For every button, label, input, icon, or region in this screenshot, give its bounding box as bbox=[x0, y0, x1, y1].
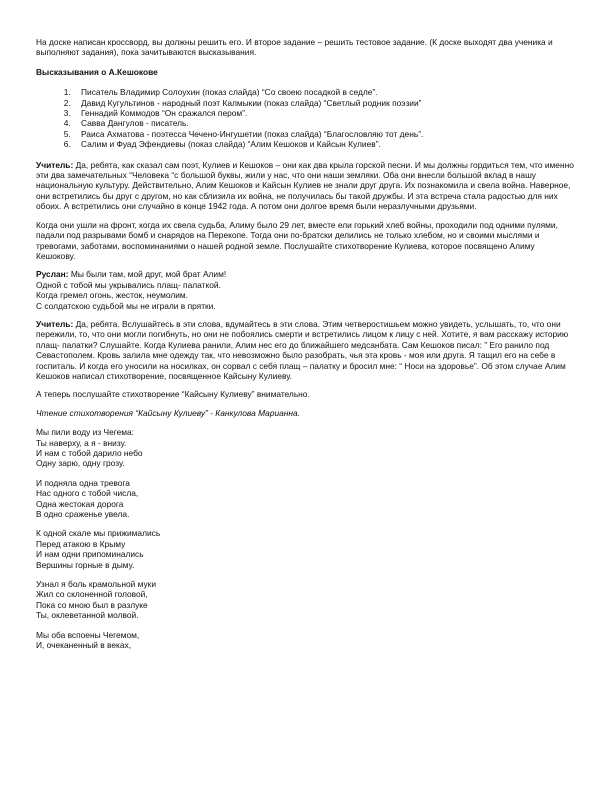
quotes-list bbox=[36, 87, 576, 149]
intro-paragraph: На доске написан кроссворд, вы должны решить его. И второе задание – решить тестовое задание. (К доске выходят два ученика и выполняют задания), пока зачитываются высказывания. bbox=[36, 37, 553, 58]
poem-stanza bbox=[36, 478, 576, 520]
teacher-label: Учитель: bbox=[36, 318, 74, 329]
verse-line: Одной с тобой мы укрывались плащ- палаткой. bbox=[36, 279, 221, 290]
listen-line: А теперь послушайте стихотворение “Кайсыну Кулиеву” внимательно. bbox=[36, 389, 310, 400]
list-item: 5. Раиса Ахматова - поэтесса Чечено-Ингушетии (показ слайда) “Благословляю тот день”. bbox=[73, 129, 576, 139]
teacher-paragraph-2 bbox=[36, 319, 576, 381]
poem-line: И нам одни припоминались bbox=[36, 549, 144, 560]
poem-stanza bbox=[36, 630, 576, 651]
poem-line: Мы оба вспоены Чегемом, bbox=[36, 629, 140, 640]
poem-line: В одно сраженье увела. bbox=[36, 509, 130, 520]
teacher-text-1: Да, ребята, как сказал сам поэт, Кулиев и Кешоков – они как два крыла горской песни. И мы должны гордиться тем, что именно эти два замечательных “Человека “с большой буквы, жили у нас, что они наши земляки. Оба они внесли большой вклад в нашу национальную культуру. Действительно, Алим Кешоков и Кайсын Кулиев не знали друг друга. Их познакомила и свела война. Наверное, они встретились бы друг с другом, но как сблизила их война, не получилась бы такой дружбы. И эта встреча стала радостью для них обоих. А встретились они случайно в конце 1942 года. А потом они долгое время были неразлучными друзьями. bbox=[36, 159, 574, 212]
ruslan-label: Руслан: bbox=[36, 269, 69, 280]
poem-line: Одна жестокая дорога bbox=[36, 498, 124, 509]
list-item: 6. Салим и Фуад Эфендиевы (показ слайда) “Алим Кешоков и Кайсын Кулиев”. bbox=[73, 139, 576, 149]
poem-line: Узнал я боль крамольной муки bbox=[36, 579, 157, 590]
poem-line: К одной скале мы прижимались bbox=[36, 528, 161, 539]
poem-stanza bbox=[36, 427, 576, 469]
poem-line: Ты, оклеветанной молвой. bbox=[36, 610, 139, 621]
reading-caption: Чтение стихотворения “Кайсыну Кулиеву” - Канкулова Марианна. bbox=[36, 407, 301, 418]
list-item: 3. Геннадий Коммодов “Он сражался пером”. bbox=[73, 108, 576, 118]
poem-line: Перед атакою в Крыму bbox=[36, 538, 126, 549]
verse-line: С солдатскою судьбой мы не играли в прятки. bbox=[36, 300, 216, 311]
poem-line: И подняла одна тревога bbox=[36, 477, 130, 488]
poem-stanza bbox=[36, 528, 576, 570]
verse-line: Когда гремел огонь, жесток, неумолим. bbox=[36, 290, 188, 301]
poem-line: Ты наверху, а я - внизу. bbox=[36, 437, 127, 448]
poem-line: И нам с тобой дарило небо bbox=[36, 448, 143, 458]
poem-line: Одну зарю, одну грозу. bbox=[36, 458, 125, 469]
poem-line: Вершины горные в дыму. bbox=[36, 559, 135, 570]
poem-line: Мы пили воду из Чегема: bbox=[36, 427, 135, 438]
section-heading: Высказывания о А.Кешокове bbox=[36, 66, 158, 77]
ruslan-verse bbox=[36, 269, 576, 311]
poem-line: Пока со мною был в разлуке bbox=[36, 599, 148, 610]
poem-line: Жил со склоненной головой, bbox=[36, 589, 148, 600]
list-item: 2. Давид Кугультинов - народный поэт Калмыкии (показ слайда) “Светлый родник поэзии” bbox=[73, 98, 576, 108]
list-item: 4. Савва Дангулов - писатель. bbox=[73, 118, 576, 128]
story-paragraph: Когда они ушли на фронт, когда их свела судьба, Алиму было 29 лет, вместе ели горький хлеб войны, проходили под одними пулями, падали под разрывами бомб и снарядов на Перекопе. Тогда они по-братски делились не только хлебом, но и своими мыслями и тревогами, заботами, воспоминаниями о нашей родной земле. Послушайте стихотворение Кулиева, которое посвящено Алиму Кешокову. bbox=[36, 219, 558, 261]
teacher-label: Учитель: bbox=[36, 159, 74, 170]
poem-line: И, очеканенный в веках, bbox=[36, 640, 132, 651]
list-item: 1. Писатель Владимир Солоухин (показ слайда) “Со своею посадкой в седле”. bbox=[73, 87, 576, 97]
teacher-paragraph-1 bbox=[36, 160, 576, 212]
verse-line: Мы были там, мой друг, мой брат Алим! bbox=[68, 269, 227, 280]
teacher-text-2: Да, ребята. Вслушайтесь в эти слова, вдумайтесь в эти слова. Этим четверостишьем можно увидеть, услышать, то, что они пережили, то, что они могли погибнуть, но они не побоялись смерти и встретились лицом к лицу с ней. Хотите, я вам расскажу историю плащ- палатки? Слушайте. Когда Кулиева ранили, Алим нес его до ближайшего медсанбата. Сам Кешоков писал: ” Его ранило под Севастополем. Кровь залила мне одежду так, что невозможно было разобрать, чья эта кровь - моя или друга. Я тащил его на себе в госпиталь. И когда его уносили на носилках, он сорвал с себя плащ – палатку и бросил мне: “ Носи на здоровье”. Об этом случае Алим Кешоков написал стихотворение, посвященное Кайсыну Кулиеву. bbox=[36, 318, 569, 381]
poem-stanza bbox=[36, 579, 576, 621]
document-page bbox=[36, 37, 576, 660]
poem-line: Нас одного с тобой числа, bbox=[36, 488, 139, 499]
